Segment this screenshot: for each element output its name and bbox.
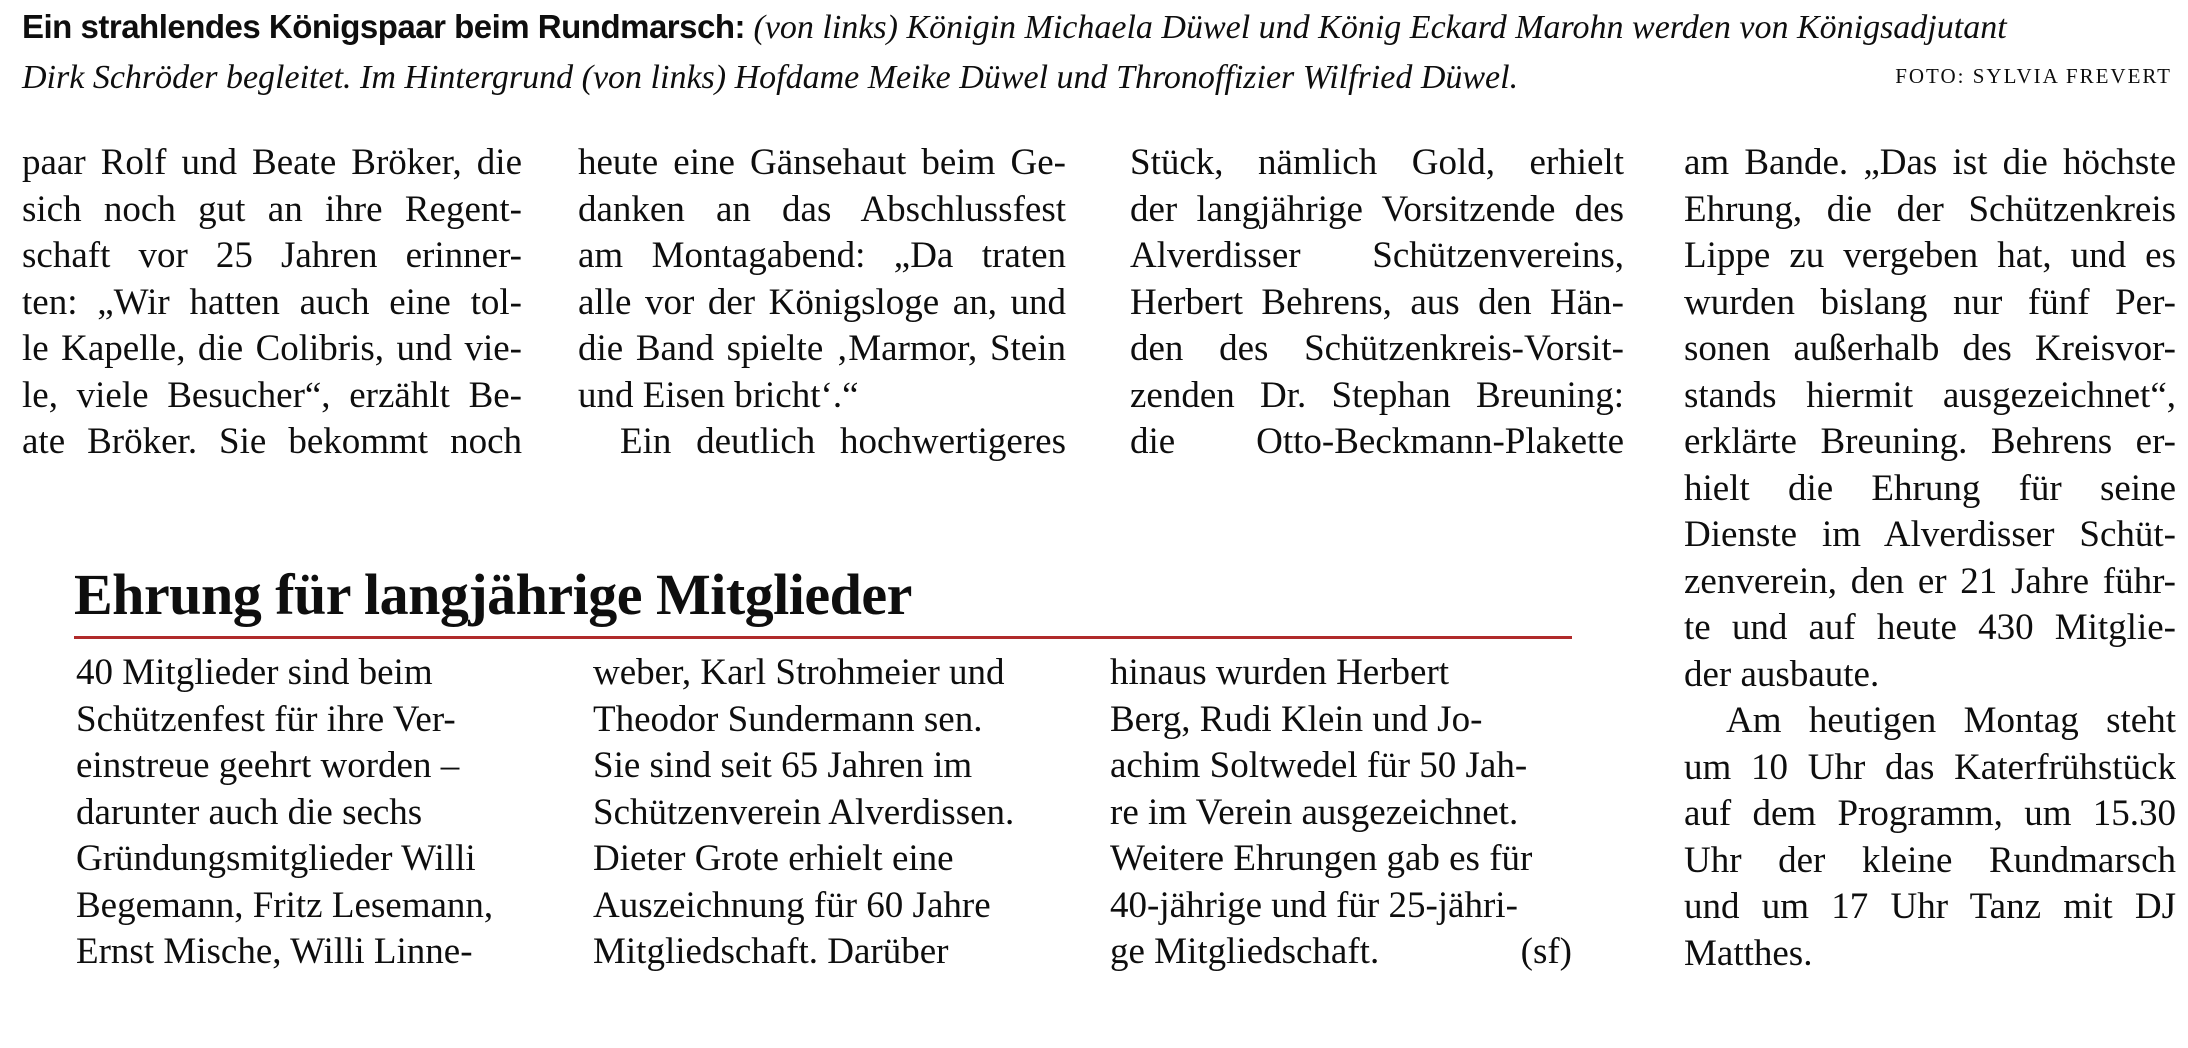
text-line: Schützenfest für ihre Ver- bbox=[76, 698, 456, 740]
text-line: ate Bröker. Sie bekommt noch bbox=[22, 421, 522, 462]
text-line: hinaus wurden Herbert bbox=[1110, 652, 1450, 693]
text-line: re im Verein ausgezeichnet. bbox=[1110, 791, 1519, 833]
box-headline: Ehrung für langjährige Mitglieder bbox=[74, 562, 912, 627]
text-line bbox=[1110, 929, 1572, 976]
text-line: Auszeichnung für 60 Jahre bbox=[593, 884, 991, 926]
text-line: die Otto-Beckmann-Plakette bbox=[1130, 421, 1624, 462]
text-line: paar Rolf und Beate Bröker, die bbox=[22, 142, 522, 183]
text-line: stands hiermit ausgezeichnet“, bbox=[1684, 374, 2176, 416]
photo-credit: FOTO: SYLVIA FREVERT bbox=[1895, 64, 2172, 88]
text-line: Ein deutlich hochwertigeres bbox=[620, 421, 1066, 462]
caption-text-line2: Dirk Schröder begleitet. Im Hintergrund (von links) Hofdame Meike Düwel und Thronoffizier Wilfried Düwel. bbox=[22, 59, 1519, 96]
text-line: le Kapelle, die Colibris, und vie- bbox=[22, 328, 522, 369]
text-line: Mitgliedschaft. Darüber bbox=[593, 931, 949, 972]
text-line: Uhr der kleine Rundmarsch bbox=[1684, 839, 2176, 881]
text-line: danken an das Abschlussfest bbox=[578, 188, 1066, 230]
text-line: erklärte Breuning. Behrens er- bbox=[1684, 421, 2176, 462]
photo-caption bbox=[22, 2, 2172, 103]
text-line: Am heutigen Montag steht bbox=[1726, 700, 2176, 741]
text-line: wurden bislang nur fünf Per- bbox=[1684, 281, 2176, 323]
caption-lead: Ein strahlendes Königspaar beim Rundmarsch: bbox=[22, 8, 745, 45]
text-line: am Montagabend: „Da traten bbox=[578, 235, 1066, 276]
text-line: Dieter Grote erhielt eine bbox=[593, 838, 954, 879]
text-line: Ehrung, die der Schützenkreis bbox=[1684, 188, 2176, 230]
article-column-3 bbox=[1130, 140, 1624, 466]
text-line: um 10 Uhr das Katerfrühstück bbox=[1684, 746, 2176, 788]
text-line: am Bande. „Das ist die höchste bbox=[1684, 142, 2176, 183]
text-line: Stück, nämlich Gold, erhielt bbox=[1130, 142, 1624, 183]
text-line: Lippe zu vergeben hat, und es bbox=[1684, 235, 2176, 276]
text-line: der ausbaute. bbox=[1684, 653, 1880, 695]
text-line: darunter auch die sechs bbox=[76, 791, 423, 833]
text-line: Herbert Behrens, aus den Hän- bbox=[1130, 281, 1624, 323]
text-line: ten: „Wir hatten auch eine tol- bbox=[22, 281, 522, 323]
text-line: heute eine Gänsehaut beim Ge- bbox=[578, 142, 1066, 183]
text-line: einstreue geehrt worden – bbox=[76, 745, 460, 786]
text-line: 40-jährige und für 25-jähri- bbox=[1110, 884, 1518, 926]
text-line: der langjährige Vorsitzende des bbox=[1130, 188, 1624, 230]
text-line: hielt die Ehrung für seine bbox=[1684, 467, 2176, 509]
text-line: 40 Mitglieder sind beim bbox=[76, 652, 433, 693]
text-line: Dienste im Alverdisser Schüt- bbox=[1684, 514, 2176, 555]
text-line-content: ge Mitgliedschaft. bbox=[1110, 931, 1380, 972]
text-line: sonen außerhalb des Kreisvor- bbox=[1684, 328, 2176, 369]
box-column-1 bbox=[76, 650, 556, 976]
text-line: alle vor der Königsloge an, und bbox=[578, 281, 1066, 323]
text-line: sich noch gut an ihre Regent- bbox=[22, 188, 522, 230]
text-line: auf dem Programm, um 15.30 bbox=[1684, 793, 2176, 834]
text-line: die Band spielte ‚Marmor, Stein bbox=[578, 328, 1066, 369]
text-line: achim Soltwedel für 50 Jah- bbox=[1110, 745, 1528, 786]
article-column-4 bbox=[1684, 140, 2176, 977]
text-line: te und auf heute 430 Mitglie- bbox=[1684, 607, 2176, 648]
article-column-1 bbox=[22, 140, 522, 466]
text-line: Sie sind seit 65 Jahren im bbox=[593, 745, 973, 786]
text-line: zenverein, den er 21 Jahre führ- bbox=[1684, 560, 2176, 602]
text-line: Berg, Rudi Klein und Jo- bbox=[1110, 698, 1483, 740]
text-line: Gründungsmitglieder Willi bbox=[76, 838, 476, 879]
text-line: Weitere Ehrungen gab es für bbox=[1110, 838, 1533, 879]
text-line: Begemann, Fritz Lesemann, bbox=[76, 884, 494, 926]
headline-rule bbox=[74, 636, 1572, 639]
text-line: und Eisen bricht‘.“ bbox=[578, 374, 859, 416]
article-column-2 bbox=[578, 140, 1066, 466]
text-line: Alverdisser Schützenvereins, bbox=[1130, 235, 1624, 276]
author-signature: (sf) bbox=[1520, 931, 1572, 972]
text-line: le, viele Besucher“, erzählt Be- bbox=[22, 374, 522, 416]
text-line: Schützenverein Alverdissen. bbox=[593, 791, 1015, 833]
text-line: weber, Karl Strohmeier und bbox=[593, 652, 1005, 693]
box-column-3 bbox=[1110, 650, 1572, 976]
text-line: und um 17 Uhr Tanz mit DJ bbox=[1684, 886, 2176, 927]
caption-text-line1: (von links) Königin Michaela Düwel und König Eckard Marohn werden von Königsadjutant bbox=[745, 9, 2007, 46]
text-line: Theodor Sundermann sen. bbox=[593, 698, 983, 740]
text-line: Matthes. bbox=[1684, 932, 1813, 974]
box-column-2 bbox=[593, 650, 1073, 976]
text-line: Ernst Mische, Willi Linne- bbox=[76, 931, 473, 972]
text-line: schaft vor 25 Jahren erinner- bbox=[22, 235, 522, 276]
text-line: den des Schützenkreis-Vorsit- bbox=[1130, 328, 1624, 369]
text-line: zenden Dr. Stephan Breuning: bbox=[1130, 374, 1624, 416]
